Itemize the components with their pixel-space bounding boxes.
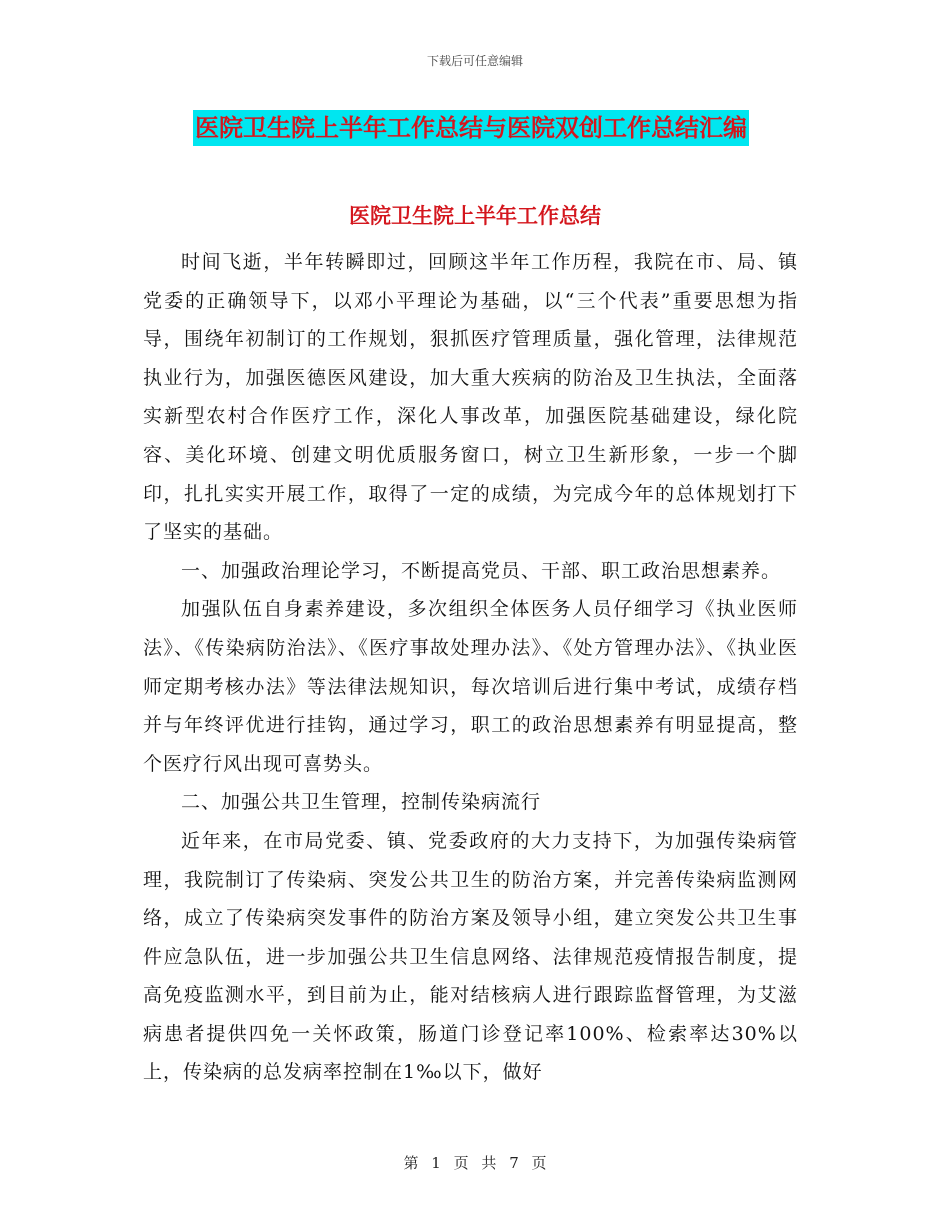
paragraph-heading-1: 一、加强政治理论学习，不断提高党员、干部、职工政治思想素养。 [181, 559, 782, 582]
paragraph-study: 加强队伍自身素养建设，多次组织全体医务人员仔细学习《执业医师法》、《传染病防治法》、《医疗事故处理办法》、《处方管理办法》、《执业医师定期考核办法》等法律法规知识，每次培训后进行集中考试，成绩存档并与年终评优进行挂钩，通过学习，职工的政治思想素养有明显提高，整个医疗行风出现可喜势头。 [143, 598, 798, 775]
page-total: 7 [509, 1154, 519, 1172]
page-current: 1 [431, 1154, 441, 1172]
page-label: 第 [403, 1154, 419, 1172]
header-note: 下载后可任意编辑 [426, 54, 523, 68]
paragraph-public-health: 近年来，在市局党委、镇、党委政府的大力支持下，为加强传染病管理，我院制订了传染病、突发公共卫生的防治方案，并完善传染病监测网络，成立了传染病突发事件的防治方案及领导小组，建立突发公共卫生事件应急队伍，进一步加强公共卫生信息网络、法律规范疫情报告制度，提高免疫监测水平，到目前为止，能对结核病人进行跟踪监督管理，为艾滋病患者提供四免一关怀政策，肠道门诊登记率100%、检索率达30%以上，传染病的总发病率控制在1‰以下，做好 [143, 829, 798, 1084]
section-title: 医院卫生院上半年工作总结 [349, 203, 601, 228]
total-unit: 页 [531, 1154, 547, 1172]
page-footer [0, 1152, 950, 1173]
document-title: 医院卫生院上半年工作总结与医院双创工作总结汇编 [193, 110, 749, 146]
paragraph-intro: 时间飞逝，半年转瞬即过，回顾这半年工作历程，我院在市、局、镇党委的正确领导下，以邓小平理论为基础，以“三个代表”重要思想为指导，围绕年初制订的工作规划，狠抓医疗管理质量，强化管理，法律规范执业行为，加强医德医风建设，加大重大疾病的防治及卫生执法，全面落实新型农村合作医疗工作，深化人事改革，加强医院基础建设，绿化院容、美化环境、创建文明优质服务窗口，树立卫生新形象，一步一个脚印，扎扎实实开展工作，取得了一定的成绩，为完成今年的总体规划打下了坚实的基础。 [143, 251, 798, 544]
document-body [143, 243, 798, 1092]
page-unit: 页 [453, 1154, 469, 1172]
paragraph-heading-2: 二、加强公共卫生管理，控制传染病流行 [181, 791, 542, 814]
total-label: 共 [481, 1154, 497, 1172]
